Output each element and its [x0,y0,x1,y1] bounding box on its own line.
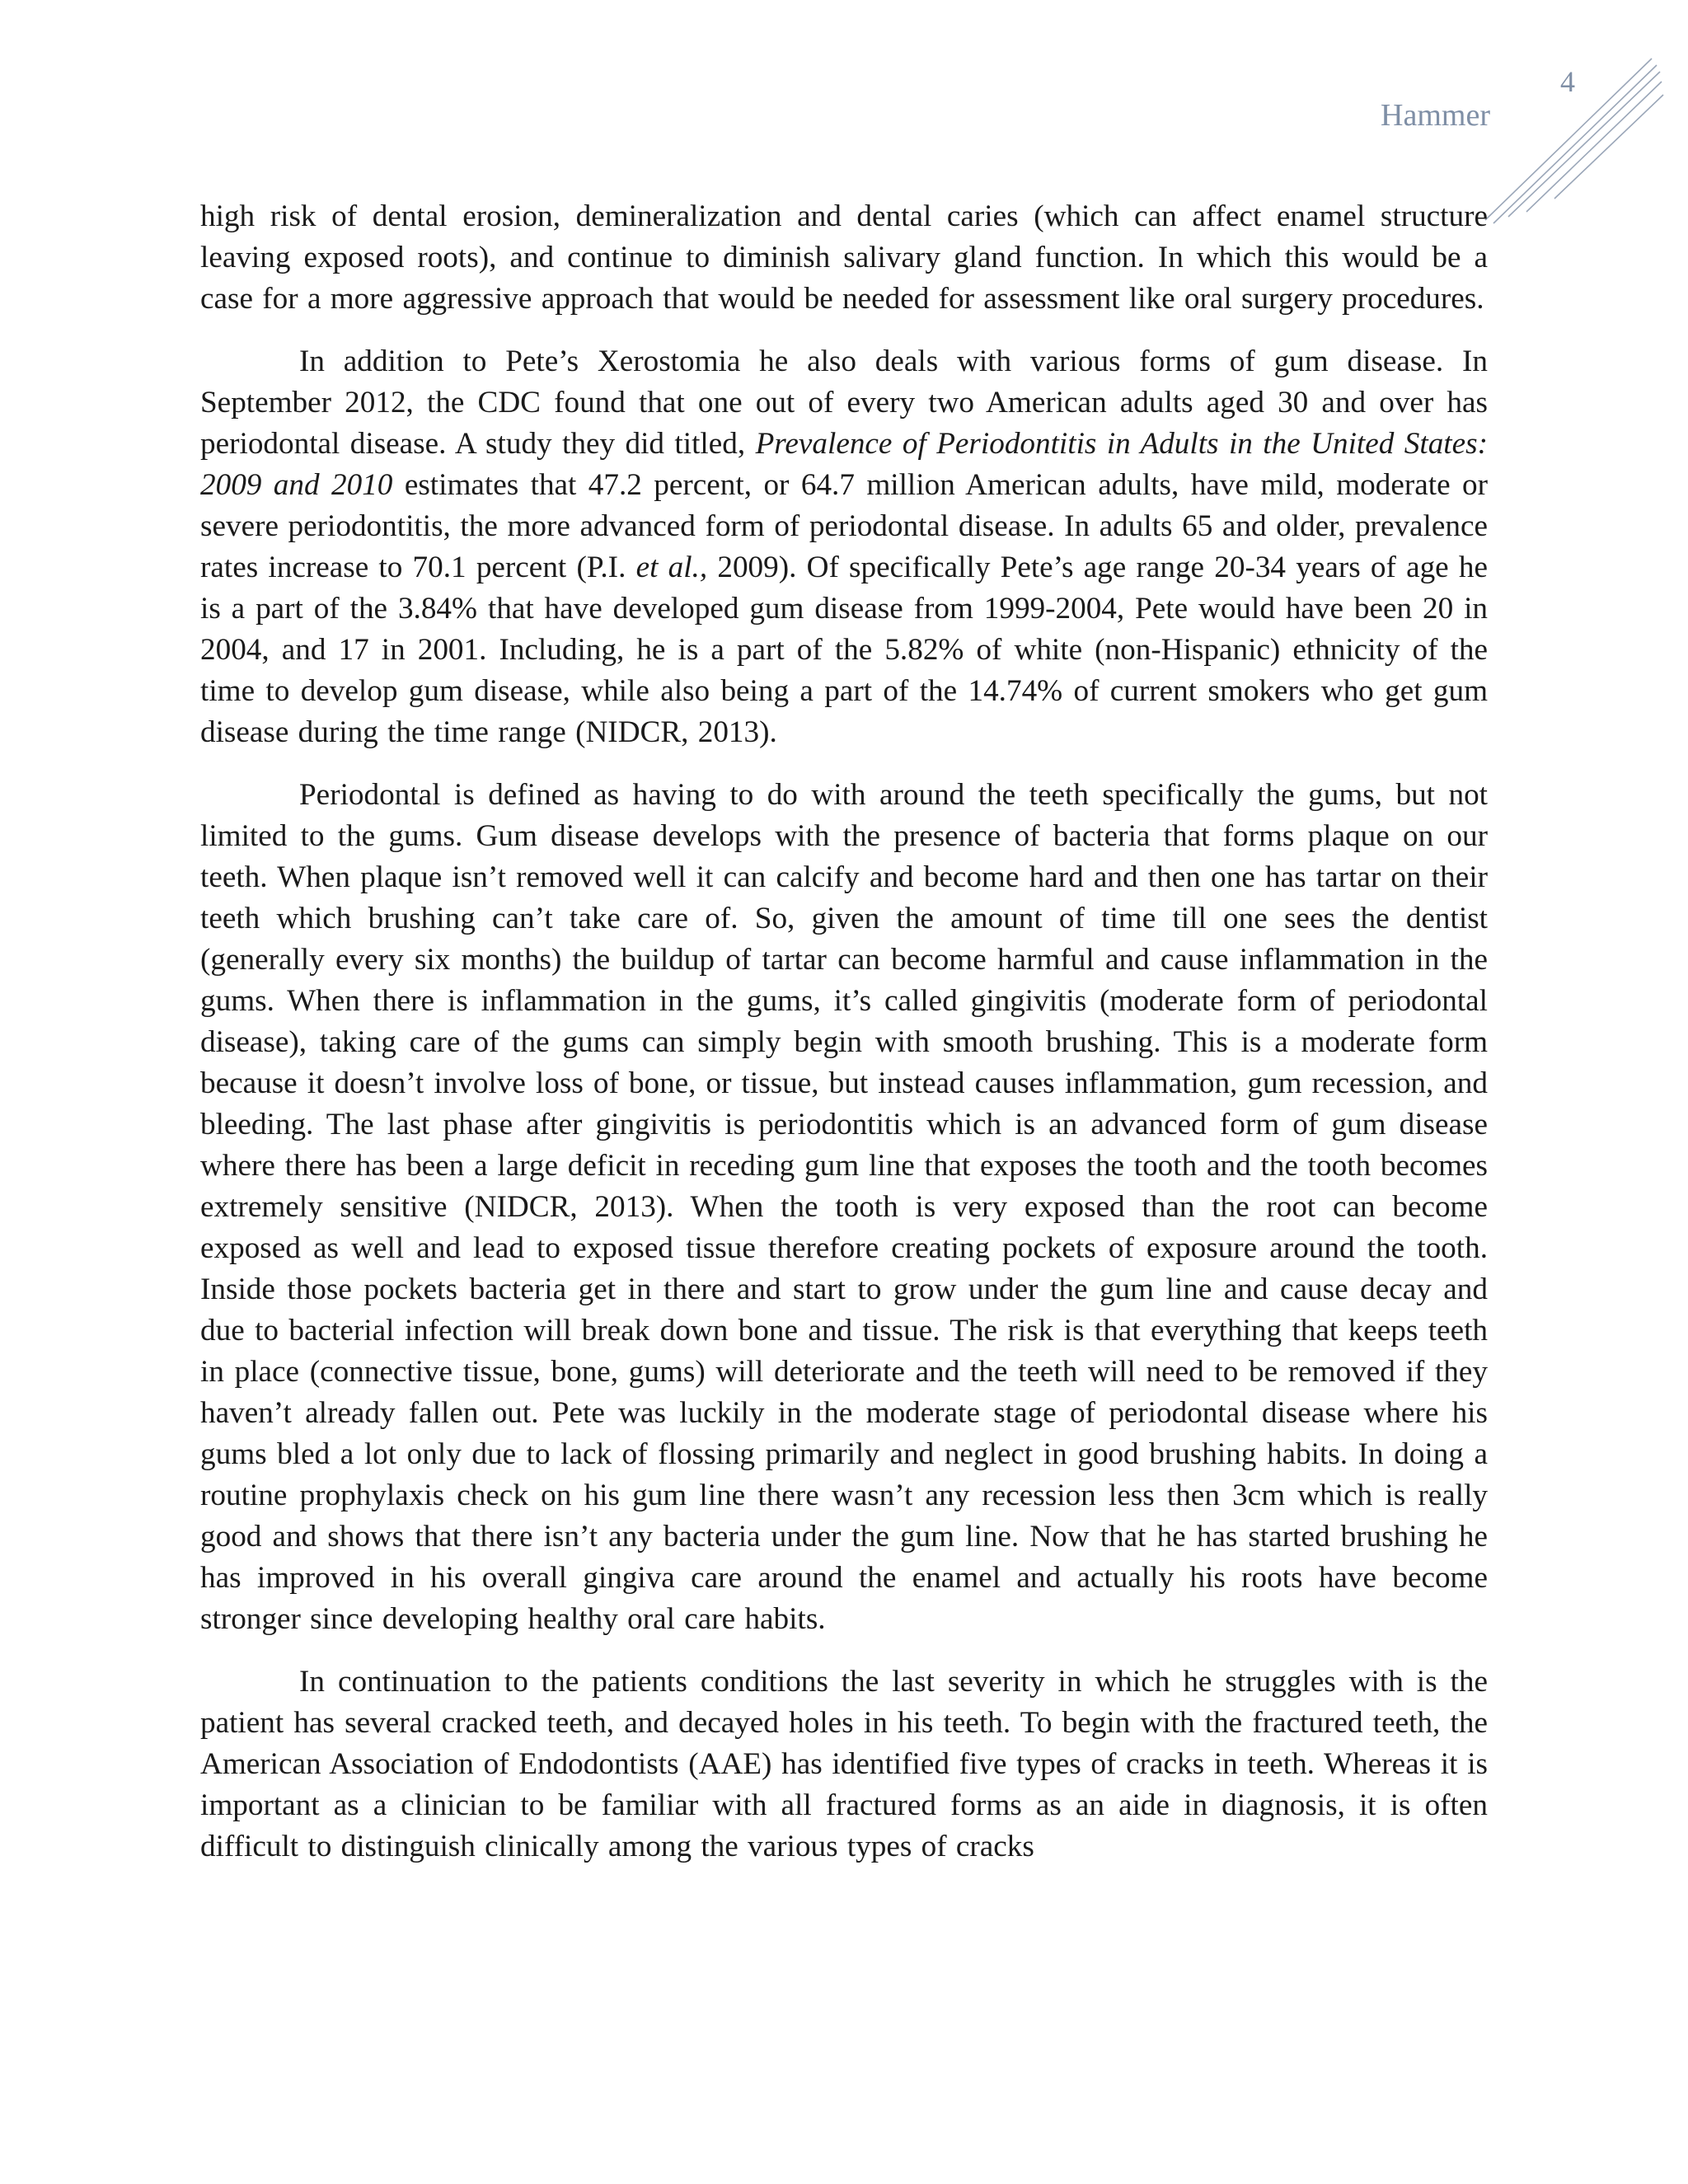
header-author: Hammer [1381,98,1490,133]
paragraph-text: 2009). Of specifically Pete’s age range 20-34 years of age he is a part of the 3.84% that have developed gum disease from 1999-2004, Pete would have been 20 in 2004, and 17 in 2001. Including, he is a part of the 5.82% of white (non-Hispanic) ethnicity of the time to develop gum disease, while also being a part of the 14.74% of current smokers who get gum disease during the time range (NIDCR, 2013). [200,551,1488,749]
citation-et-al: et al., [635,551,708,584]
paragraph-cracked-teeth: In continuation to the patients conditions the last severity in which he struggles with is the patient has several cracked teeth, and decayed holes in his teeth. To begin with the fractured teeth, the American Association of Endodontists (AAE) has identified five types of cracks in teeth. Whereas it is important as a clinician to be familiar with all fractured forms as an aide in diagnosis, it is often difficult to distinguish clinically among the various types of cracks [200,1665,1488,1863]
study-title: Prevalence of Periodontitis in Adults in the United States: 2009 and 2010 [200,427,1488,502]
paragraph-text: In addition to Pete’s Xerostomia he also deals with various forms of gum disease. In September 2012, the CDC found that one out of every two American adults aged 30 and over has periodontal disease. A study they did titled, [200,344,1488,461]
paragraph-text: estimates that 47.2 percent, or 64.7 million American adults, have mild, moderate or severe periodontitis, the more advanced form of periodontal disease. In adults 65 and older, prevalence rates increase to 70.1 percent (P.I. [200,468,1489,584]
paragraph-gum-disease [200,341,1488,753]
paragraph-periodontal: Periodontal is defined as having to do with around the teeth specifically the gums, but not limited to the gums. Gum disease develops with the presence of bacteria that forms plaque on our teeth. When plaque isn’t removed well it can calcify and become hard and then one has tartar on their teeth which brushing can’t take care of. So, given the amount of time till one sees the dentist (generally every six months) the buildup of tartar can become harmful and cause inflammation in the gums. When there is inflammation in the gums, it’s called gingivitis (moderate form of periodontal disease), taking care of the gums can simply begin with smooth brushing. This is a moderate form because it doesn’t involve loss of bone, or tissue, but instead causes inflammation, gum recession, and bleeding. The last phase after gingivitis is periodontitis which is an advanced form of gum disease where there has been a large deficit in receding gum line that exposes the tooth and the tooth becomes extremely sensitive (NIDCR, 2013). When the tooth is very exposed than the root can become exposed as well and lead to exposed tissue therefore creating pockets of exposure around the tooth. Inside those pockets bacteria get in there and start to grow under the gum line and cause decay and due to bacterial infection will break down bone and tissue. The risk is that everything that keeps teeth in place (connective tissue, bone, gums) will deteriorate and the teeth will need to be removed if they haven’t already fallen out. Pete was luckily in the moderate stage of periodontal disease where his gums bled a lot only due to lack of flossing primarily and neglect in good brushing habits. In doing a routine prophylaxis check on his gum line there wasn’t any recession less then 3cm which is really good and shows that there isn’t any bacteria under the gum line. Now that he has started brushing he has improved in his overall gingiva care around the enamel and actually his roots have become stronger since developing healthy oral care habits. [200,778,1488,1636]
paragraph-continuation: high risk of dental erosion, demineralization and dental caries (which can affect enamel structure leaving exposed roots), and continue to diminish salivary gland function. In which this would be a case for a more aggressive approach that would be needed for assessment like oral surgery procedures. [200,199,1488,316]
page-number: 4 [1560,65,1575,98]
body-text [200,196,1488,1889]
